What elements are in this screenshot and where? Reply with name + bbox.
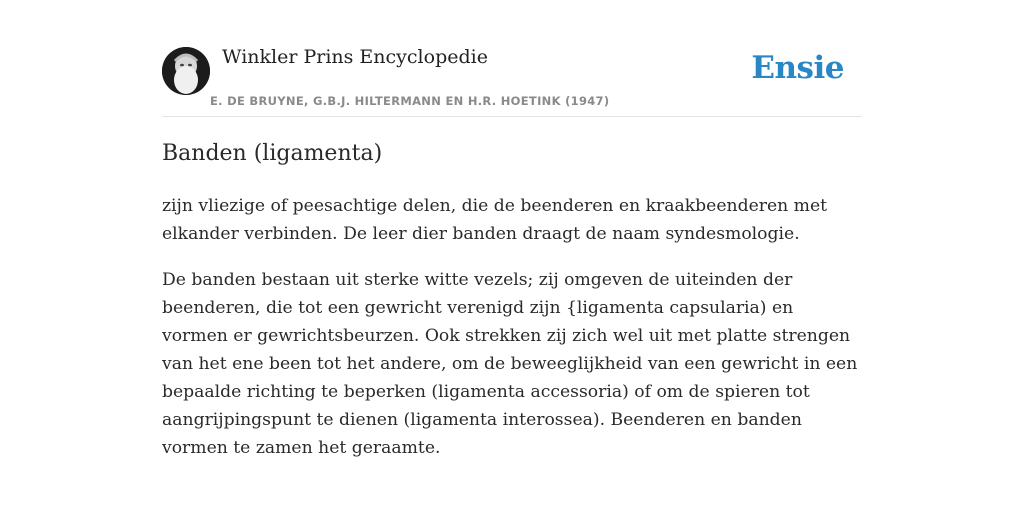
source-authors: E. DE BRUYNE, G.B.J. HILTERMANN EN H.R. HOETINK (1947) [210, 94, 610, 108]
source-title[interactable]: Winkler Prins Encyclopedie [222, 46, 488, 68]
page-header [162, 44, 862, 117]
ensie-logo[interactable]: Ensie [751, 50, 844, 86]
author-portrait-icon [162, 47, 210, 95]
article-title: Banden (ligamenta) [162, 141, 383, 166]
article [162, 138, 862, 480]
article-paragraph: De banden bestaan uit sterke witte vezels; zij omgeven de uiteinden der beenderen, die tot een gewricht verenigd zijn {ligamenta capsularia) en vormen er gewrichtsbeurzen. Ook strekken zij zich wel uit met platte strengen van het ene been tot het andere, om de beweeglijkheid van een gewricht in een bepaalde richting te beperken (ligamenta accessoria) of om de spieren tot aangrijpingspunt te dienen (ligamenta interossea). Beenderen en banden vormen te zamen het geraamte. [162, 270, 858, 458]
article-paragraph: zijn vliezige of peesachtige delen, die de beenderen en kraakbeenderen met elkander verbinden. De leer dier banden draagt de naam syndesmologie. [162, 196, 828, 244]
